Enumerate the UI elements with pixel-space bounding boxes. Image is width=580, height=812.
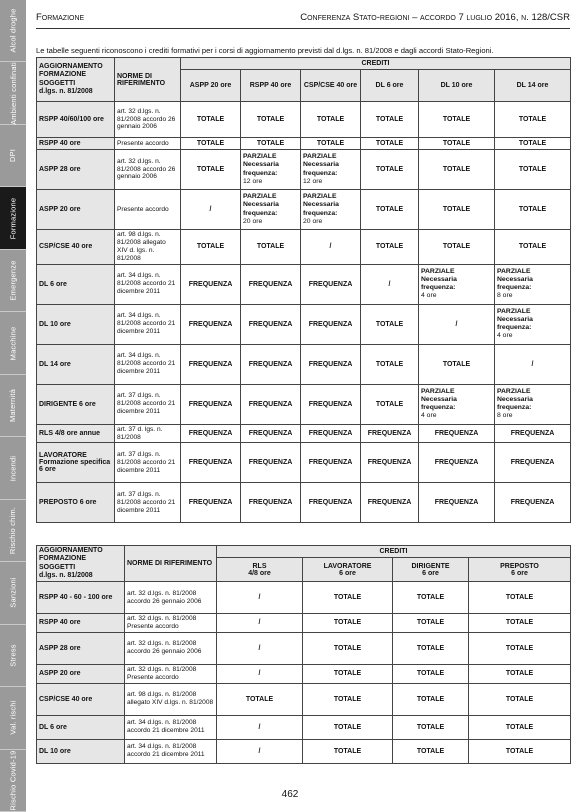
credit-cell: / [217,739,303,763]
credit-cell: / [217,614,303,633]
credit-cell: FREQUENZA [241,304,301,344]
t2-col-header: DIRIGENTE 6 ore [393,558,469,582]
credit-cell: TOTALE [469,582,571,614]
t1-head-norms: NORME DI RIFERIMENTO [115,58,181,102]
sidebar-tab[interactable] [0,687,26,749]
row-label: DL 10 ore [37,739,125,763]
credit-cell: TOTALE [241,102,301,138]
page-number: 462 [281,789,299,800]
credit-cell: FREQUENZA [361,443,419,483]
row-label: LAVORATORE Formazione specifica 6 ore [37,443,115,483]
sidebar-tab-label: Formazione [8,197,18,239]
credit-cell: FREQUENZA [241,344,301,384]
credit-cell: TOTALE [393,683,469,715]
row-norm: Presente accordo [115,138,181,150]
credit-cell: TOTALE [469,664,571,683]
t1-col-header: DL 6 ore [361,70,419,102]
sidebar-tab-label: DPI [8,149,18,163]
credit-cell: TOTALE [181,230,241,265]
row-label: RSPP 40 ore [37,138,115,150]
credit-cell: FREQUENZA [495,483,571,523]
credit-cell: TOTALE [303,614,393,633]
sidebar-tab-label: Emergenze [8,260,18,301]
table-row [37,138,571,150]
sidebar-tab[interactable] [0,0,26,62]
row-label: ASPP 20 ore [37,190,115,230]
credit-cell: TOTALE [361,230,419,265]
t1-col-header: ASPP 20 ore [181,70,241,102]
sidebar-tab-label: Macchine [8,326,18,360]
credit-cell: TOTALE [181,150,241,190]
credit-cell: / [217,664,303,683]
credit-cell: / [495,344,571,384]
credit-cell: TOTALE [181,102,241,138]
row-norm: art. 98 d.lgs. n. 81/2008 allegato XIV d.lgs. n. 81/2008 [125,683,217,715]
header-section: Formazione [36,12,85,23]
credits-table-2 [36,545,571,764]
row-label: RSPP 40 - 60 - 100 ore [37,582,125,614]
credit-cell: PARZIALE Necessaria frequenza: 20 ore [301,190,361,230]
credit-cell: TOTALE [469,683,571,715]
credit-cell: TOTALE [495,230,571,265]
credit-cell: FREQUENZA [495,424,571,443]
row-label: DL 6 ore [37,715,125,739]
credit-cell: TOTALE [303,715,393,739]
t2-col-header: RLS 4/8 ore [217,558,303,582]
credit-cell: PARZIALE Necessaria frequenza: 4 ore [419,384,495,424]
credit-cell: TOTALE [469,739,571,763]
table-row [37,582,571,614]
credit-cell: FREQUENZA [301,384,361,424]
credit-cell: TOTALE [303,664,393,683]
t1-col-header: RSPP 40 ore [241,70,301,102]
credit-cell: FREQUENZA [241,483,301,523]
credit-cell: FREQUENZA [301,424,361,443]
row-label: RSPP 40/60/100 ore [37,102,115,138]
table-row [37,739,571,763]
row-norm: art. 37 d.lgs. n. 81/2008 accordo 21 dicembre 2011 [115,384,181,424]
t1-col-header: DL 14 ore [495,70,571,102]
intro-paragraph: Le tabelle seguenti riconoscono i crediti formativi per i corsi di aggiornamento previsti dal d.lgs. n. 81/2008 e dagli accordi Stato-Regioni. [36,46,494,55]
row-label: RSPP 40 ore [37,614,125,633]
sidebar-tab[interactable] [0,187,26,249]
credit-cell: FREQUENZA [301,443,361,483]
credit-cell: TOTALE [419,150,495,190]
table-row [37,150,571,190]
sidebar-tab-label: Rischio Covid-19 [8,750,18,811]
sidebar-tab[interactable] [0,750,26,812]
credit-cell: FREQUENZA [181,304,241,344]
t2-head-subject: AGGIORNAMENTO FORMAZIONE SOGGETTI d.lgs. n. 81/2008 [37,546,125,582]
credit-cell: FREQUENZA [241,424,301,443]
row-label: PREPOSTO 6 ore [37,483,115,523]
table-row [37,443,571,483]
credit-cell: PARZIALE Necessaria frequenza: 12 ore [241,150,301,190]
credit-cell: TOTALE [419,190,495,230]
credit-cell: TOTALE [361,344,419,384]
credit-cell: FREQUENZA [181,344,241,384]
credit-cell: FREQUENZA [419,443,495,483]
credit-cell: FREQUENZA [361,424,419,443]
row-label: DL 6 ore [37,264,115,304]
sidebar-tab[interactable] [0,625,26,687]
sidebar-tab-label: Maternità [8,389,18,423]
credit-cell: TOTALE [469,715,571,739]
sidebar-tab[interactable] [0,312,26,374]
row-norm: art. 32 d.lgs. n. 81/2008 accordo 26 gennaio 2006 [125,632,217,664]
credit-cell: TOTALE [241,138,301,150]
credit-cell: TOTALE [361,304,419,344]
credit-cell: TOTALE [303,632,393,664]
credit-cell: TOTALE [393,664,469,683]
credit-cell: / [217,582,303,614]
row-norm: art. 37 d.lgs. n. 81/2008 accordo 21 dicembre 2011 [115,483,181,523]
credit-cell: TOTALE [301,102,361,138]
credit-cell: PARZIALE Necessaria frequenza: 4 ore [495,304,571,344]
credit-cell: FREQUENZA [301,264,361,304]
credit-cell: / [301,230,361,265]
credit-cell: TOTALE [361,138,419,150]
table-row [37,264,571,304]
section-sidebar [0,0,26,812]
row-norm: art. 34 d.lgs. n. 81/2008 accordo 21 dicembre 2011 [115,264,181,304]
credit-cell: TOTALE [393,582,469,614]
sidebar-tab[interactable] [0,437,26,499]
row-label: CSP/CSE 40 ore [37,683,125,715]
t2-head-credits: CREDITI [217,546,571,558]
credit-cell: TOTALE [241,230,301,265]
sidebar-tab[interactable] [0,250,26,312]
credit-cell: TOTALE [393,614,469,633]
sidebar-tab[interactable] [0,500,26,562]
credit-cell: TOTALE [181,138,241,150]
credit-cell: PARZIALE Necessaria frequenza: 12 ore [301,150,361,190]
t1-head-credits: CREDITI [181,58,571,70]
credit-cell: FREQUENZA [419,483,495,523]
credit-cell: FREQUENZA [241,264,301,304]
credit-cell: FREQUENZA [241,443,301,483]
t1-col-header: DL 10 ore [419,70,495,102]
row-norm: art. 34 d.lgs. n. 81/2008 accordo 21 dicembre 2011 [115,304,181,344]
credit-cell: TOTALE [469,632,571,664]
row-norm: art. 98 d.lgs. n. 81/2008 allegato XIV d. lgs. n. 81/2008 [115,230,181,265]
credit-cell: FREQUENZA [419,424,495,443]
sidebar-tab-label: Alcol droghe [8,8,18,53]
table-row [37,632,571,664]
credit-cell: PARZIALE Necessaria frequenza: 20 ore [241,190,301,230]
credit-cell: / [361,264,419,304]
sidebar-tab-label: Val. rischi [8,700,18,735]
table-row [37,715,571,739]
table-row [37,664,571,683]
row-norm: art. 32 d.lgs. n. 81/2008 accordo 26 gennaio 2006 [115,102,181,138]
table-row [37,614,571,633]
row-norm: art. 37 d. lgs. n. 81/2008 [115,424,181,443]
credit-cell: TOTALE [419,344,495,384]
t1-col-header: CSP/CSE 40 ore [301,70,361,102]
credit-cell: TOTALE [361,384,419,424]
header-rule [36,28,570,29]
row-norm: art. 34 d.lgs. n. 81/2008 accordo 21 dicembre 2011 [125,715,217,739]
credit-cell: FREQUENZA [495,443,571,483]
credit-cell: FREQUENZA [301,304,361,344]
t2-head-norms: NORME DI RIFERIMENTO [125,546,217,582]
row-label: ASPP 28 ore [37,150,115,190]
table-row [37,102,571,138]
sidebar-tab[interactable] [0,125,26,187]
credit-cell: FREQUENZA [181,483,241,523]
credit-cell: TOTALE [419,102,495,138]
credit-cell: FREQUENZA [241,384,301,424]
credit-cell: PARZIALE Necessaria frequenza: 4 ore [419,264,495,304]
sidebar-tab[interactable] [0,375,26,437]
table-row [37,344,571,384]
running-header [36,12,570,26]
credit-cell: TOTALE [393,715,469,739]
credit-cell: PARZIALE Necessaria frequenza: 8 ore [495,264,571,304]
row-norm: art. 32 d.lgs. n. 81/2008 Presente accordo [125,614,217,633]
table-row [37,384,571,424]
credit-cell: TOTALE [495,138,571,150]
row-norm: art. 32 d.lgs. n. 81/2008 accordo 26 gennaio 2006 [115,150,181,190]
sidebar-tab-label: Incendi [8,455,18,481]
credit-cell: FREQUENZA [301,344,361,384]
credit-cell: FREQUENZA [181,264,241,304]
credit-cell: FREQUENZA [301,483,361,523]
credit-cell: / [217,632,303,664]
t2-col-header: PREPOSTO 6 ore [469,558,571,582]
t1-head-subject: AGGIORNAMENTO FORMAZIONE SOGGETTI d.lgs. n. 81/2008 [37,58,115,102]
row-label: DL 14 ore [37,344,115,384]
row-norm: art. 32 d.lgs. n. 81/2008 Presente accordo [125,664,217,683]
credit-cell: / [419,304,495,344]
credit-cell: TOTALE [303,739,393,763]
credit-cell: FREQUENZA [181,424,241,443]
row-norm: art. 34 d.lgs. n. 81/2008 accordo 21 dicembre 2011 [115,344,181,384]
row-label: ASPP 28 ore [37,632,125,664]
credit-cell: PARZIALE Necessaria frequenza: 8 ore [495,384,571,424]
row-norm: art. 37 d.lgs. n. 81/2008 accordo 21 dicembre 2011 [115,443,181,483]
sidebar-tab[interactable] [0,62,26,124]
credit-cell: TOTALE [495,150,571,190]
sidebar-tab-label: Rischio chim. [8,506,18,555]
credit-cell: TOTALE [393,739,469,763]
credit-cell: / [181,190,241,230]
credit-cell: TOTALE [361,190,419,230]
row-label: CSP/CSE 40 ore [37,230,115,265]
row-norm: art. 32 d.lgs. n. 81/2008 accordo 26 gennaio 2006 [125,582,217,614]
t2-col-header: LAVORATORE 6 ore [303,558,393,582]
credit-cell: / [217,715,303,739]
credit-cell: TOTALE [303,582,393,614]
credit-cell: TOTALE [393,632,469,664]
credit-cell: TOTALE [495,190,571,230]
table-row [37,683,571,715]
table-row [37,190,571,230]
credit-cell: TOTALE [419,230,495,265]
credit-cell: FREQUENZA [361,483,419,523]
table-row [37,304,571,344]
sidebar-tab-label: Ambienti confinati [8,61,18,125]
row-label: DIRIGENTE 6 ore [37,384,115,424]
credit-cell: TOTALE [217,683,303,715]
credit-cell: TOTALE [361,150,419,190]
credit-cell: TOTALE [419,138,495,150]
row-label: DL 10 ore [37,304,115,344]
row-label: RLS 4/8 ore annue [37,424,115,443]
credit-cell: TOTALE [361,102,419,138]
sidebar-tab-label: Stress [8,644,18,667]
row-norm: art. 34 d.lgs. n. 81/2008 accordo 21 dicembre 2011 [125,739,217,763]
table-row [37,483,571,523]
credit-cell: TOTALE [469,614,571,633]
credit-cell: FREQUENZA [181,384,241,424]
sidebar-tab-label: Sanzioni [8,577,18,609]
header-title: Conferenza Stato-regioni – accordo 7 luglio 2016, n. 128/CSR [300,12,570,23]
credit-cell: TOTALE [301,138,361,150]
row-label: ASPP 20 ore [37,664,125,683]
table-row [37,230,571,265]
credit-cell: TOTALE [303,683,393,715]
sidebar-tab[interactable] [0,562,26,624]
credit-cell: FREQUENZA [181,443,241,483]
row-norm: Presente accordo [115,190,181,230]
credit-cell: TOTALE [495,102,571,138]
credits-table-1 [36,57,571,523]
table-row [37,424,571,443]
